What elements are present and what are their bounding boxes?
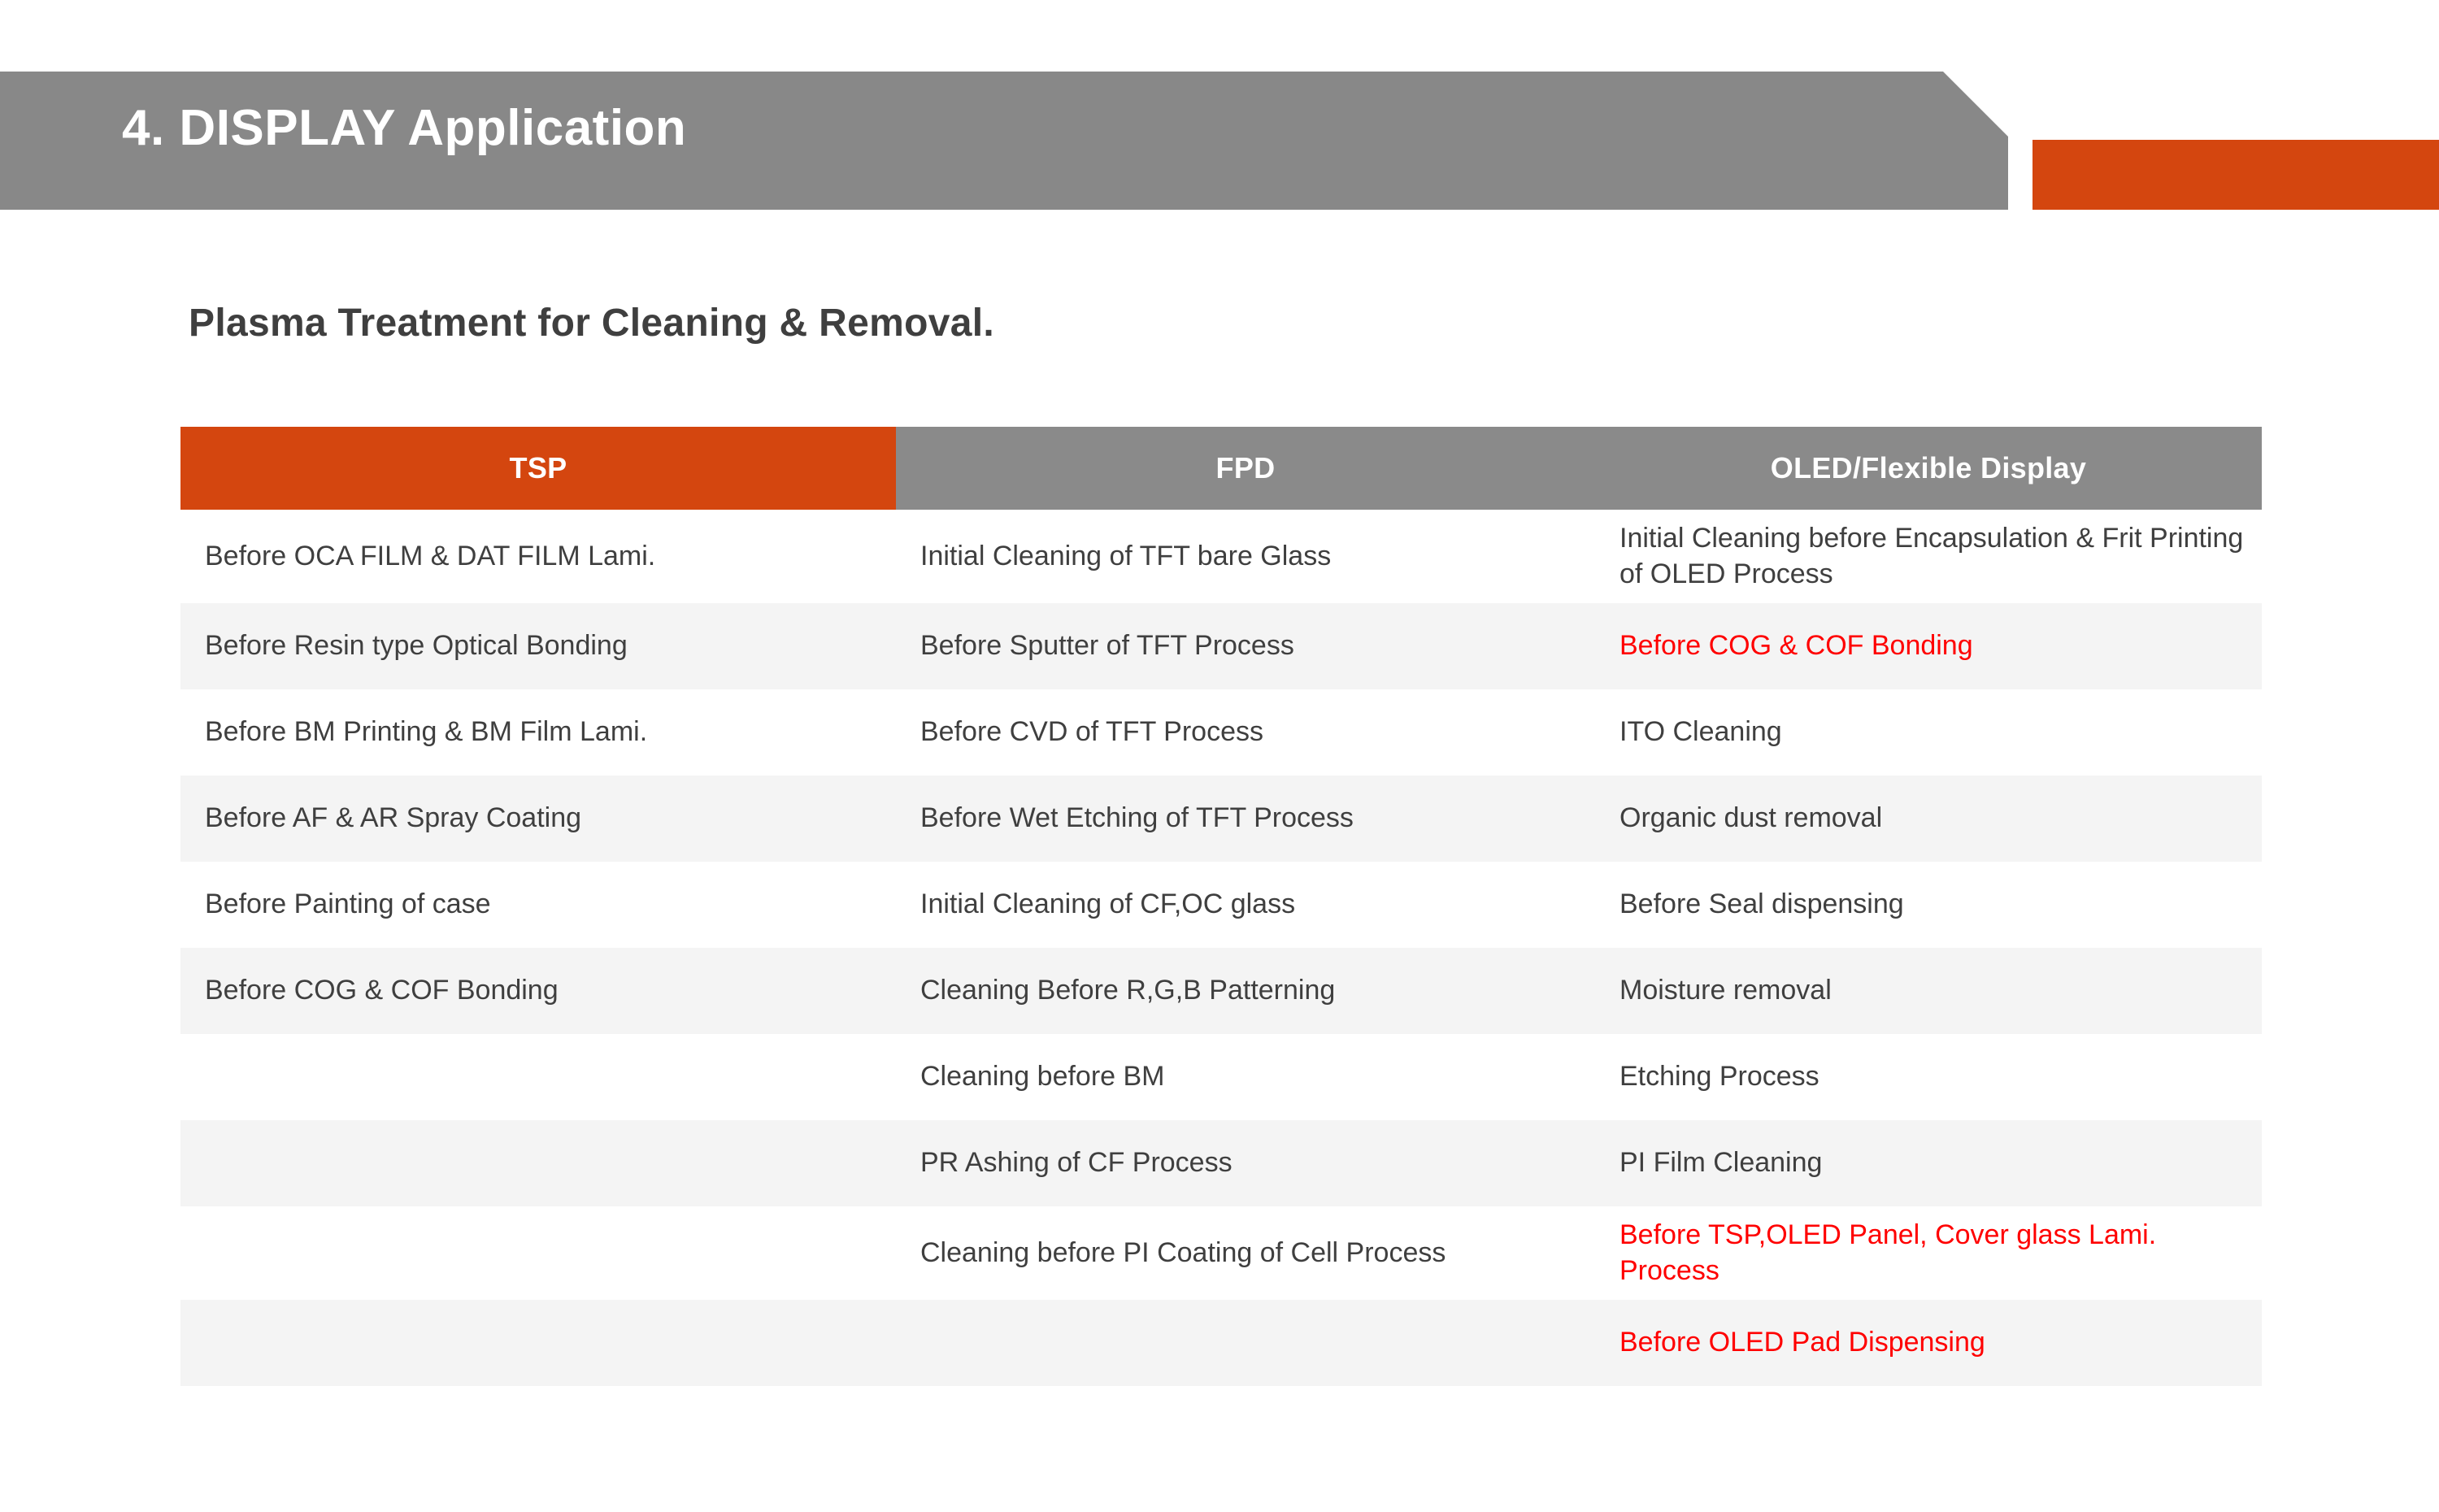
cell-oled: Moisture removal — [1619, 975, 1832, 1006]
table-header-row — [180, 427, 2262, 510]
table-row — [180, 603, 2262, 689]
column-header-fpd: FPD — [896, 427, 1595, 510]
cell-fpd: Before CVD of TFT Process — [920, 716, 1263, 748]
cell-tsp — [180, 1206, 896, 1300]
cell-tsp: Before BM Printing & BM Film Lami. — [205, 716, 648, 748]
column-header-oled: OLED/Flexible Display — [1595, 427, 2262, 510]
cell-oled: Before OLED Pad Dispensing — [1619, 1327, 1985, 1358]
cell-tsp: Before OCA FILM & DAT FILM Lami. — [205, 540, 656, 571]
cell-oled: Before Seal dispensing — [1619, 889, 1904, 920]
cell-fpd: Before Wet Etching of TFT Process — [920, 802, 1354, 834]
application-table — [180, 427, 2262, 1386]
column-header-tsp: TSP — [180, 427, 896, 510]
table-row — [180, 1300, 2262, 1386]
cell-oled: Before COG & COF Bonding — [1619, 630, 1973, 662]
cell-fpd — [896, 1300, 1595, 1386]
cell-tsp — [180, 1034, 896, 1120]
table-row — [180, 1206, 2262, 1300]
cell-tsp: Before Resin type Optical Bonding — [205, 630, 628, 662]
table-row — [180, 1034, 2262, 1120]
cell-tsp — [180, 1120, 896, 1206]
cell-fpd: Cleaning before PI Coating of Cell Process — [920, 1236, 1446, 1268]
slide-header — [0, 0, 2439, 156]
page-title: 4. DISPLAY Application — [122, 100, 687, 156]
cell-fpd: Initial Cleaning of TFT bare Glass — [920, 540, 1332, 571]
cell-oled: Before TSP,OLED Panel, Cover glass Lami. Process — [1619, 1219, 2157, 1286]
table-row — [180, 776, 2262, 862]
table-row — [180, 510, 2262, 603]
table-row — [180, 862, 2262, 948]
cell-fpd: Cleaning Before R,G,B Patterning — [920, 975, 1336, 1006]
cell-fpd: Before Sputter of TFT Process — [920, 630, 1294, 662]
cell-tsp — [180, 1300, 896, 1386]
cell-tsp: Before COG & COF Bonding — [205, 975, 559, 1006]
cell-fpd: PR Ashing of CF Process — [920, 1147, 1233, 1179]
table-row — [180, 948, 2262, 1034]
cell-oled: ITO Cleaning — [1619, 716, 1782, 748]
table-body — [180, 510, 2262, 1386]
cell-oled: Initial Cleaning before Encapsulation & Frit Printing of OLED Process — [1619, 523, 2244, 589]
cell-fpd: Initial Cleaning of CF,OC glass — [920, 889, 1296, 920]
cell-tsp: Before AF & AR Spray Coating — [205, 802, 582, 834]
section-subtitle: Plasma Treatment for Cleaning & Removal. — [189, 302, 994, 345]
cell-fpd: Cleaning before BM — [920, 1061, 1165, 1093]
table-row — [180, 1120, 2262, 1206]
cell-oled: PI Film Cleaning — [1619, 1147, 1823, 1179]
cell-oled: Organic dust removal — [1619, 802, 1883, 834]
table-row — [180, 689, 2262, 776]
header-accent-block — [2032, 140, 2439, 210]
cell-oled: Etching Process — [1619, 1061, 1819, 1093]
cell-tsp: Before Painting of case — [205, 889, 491, 920]
